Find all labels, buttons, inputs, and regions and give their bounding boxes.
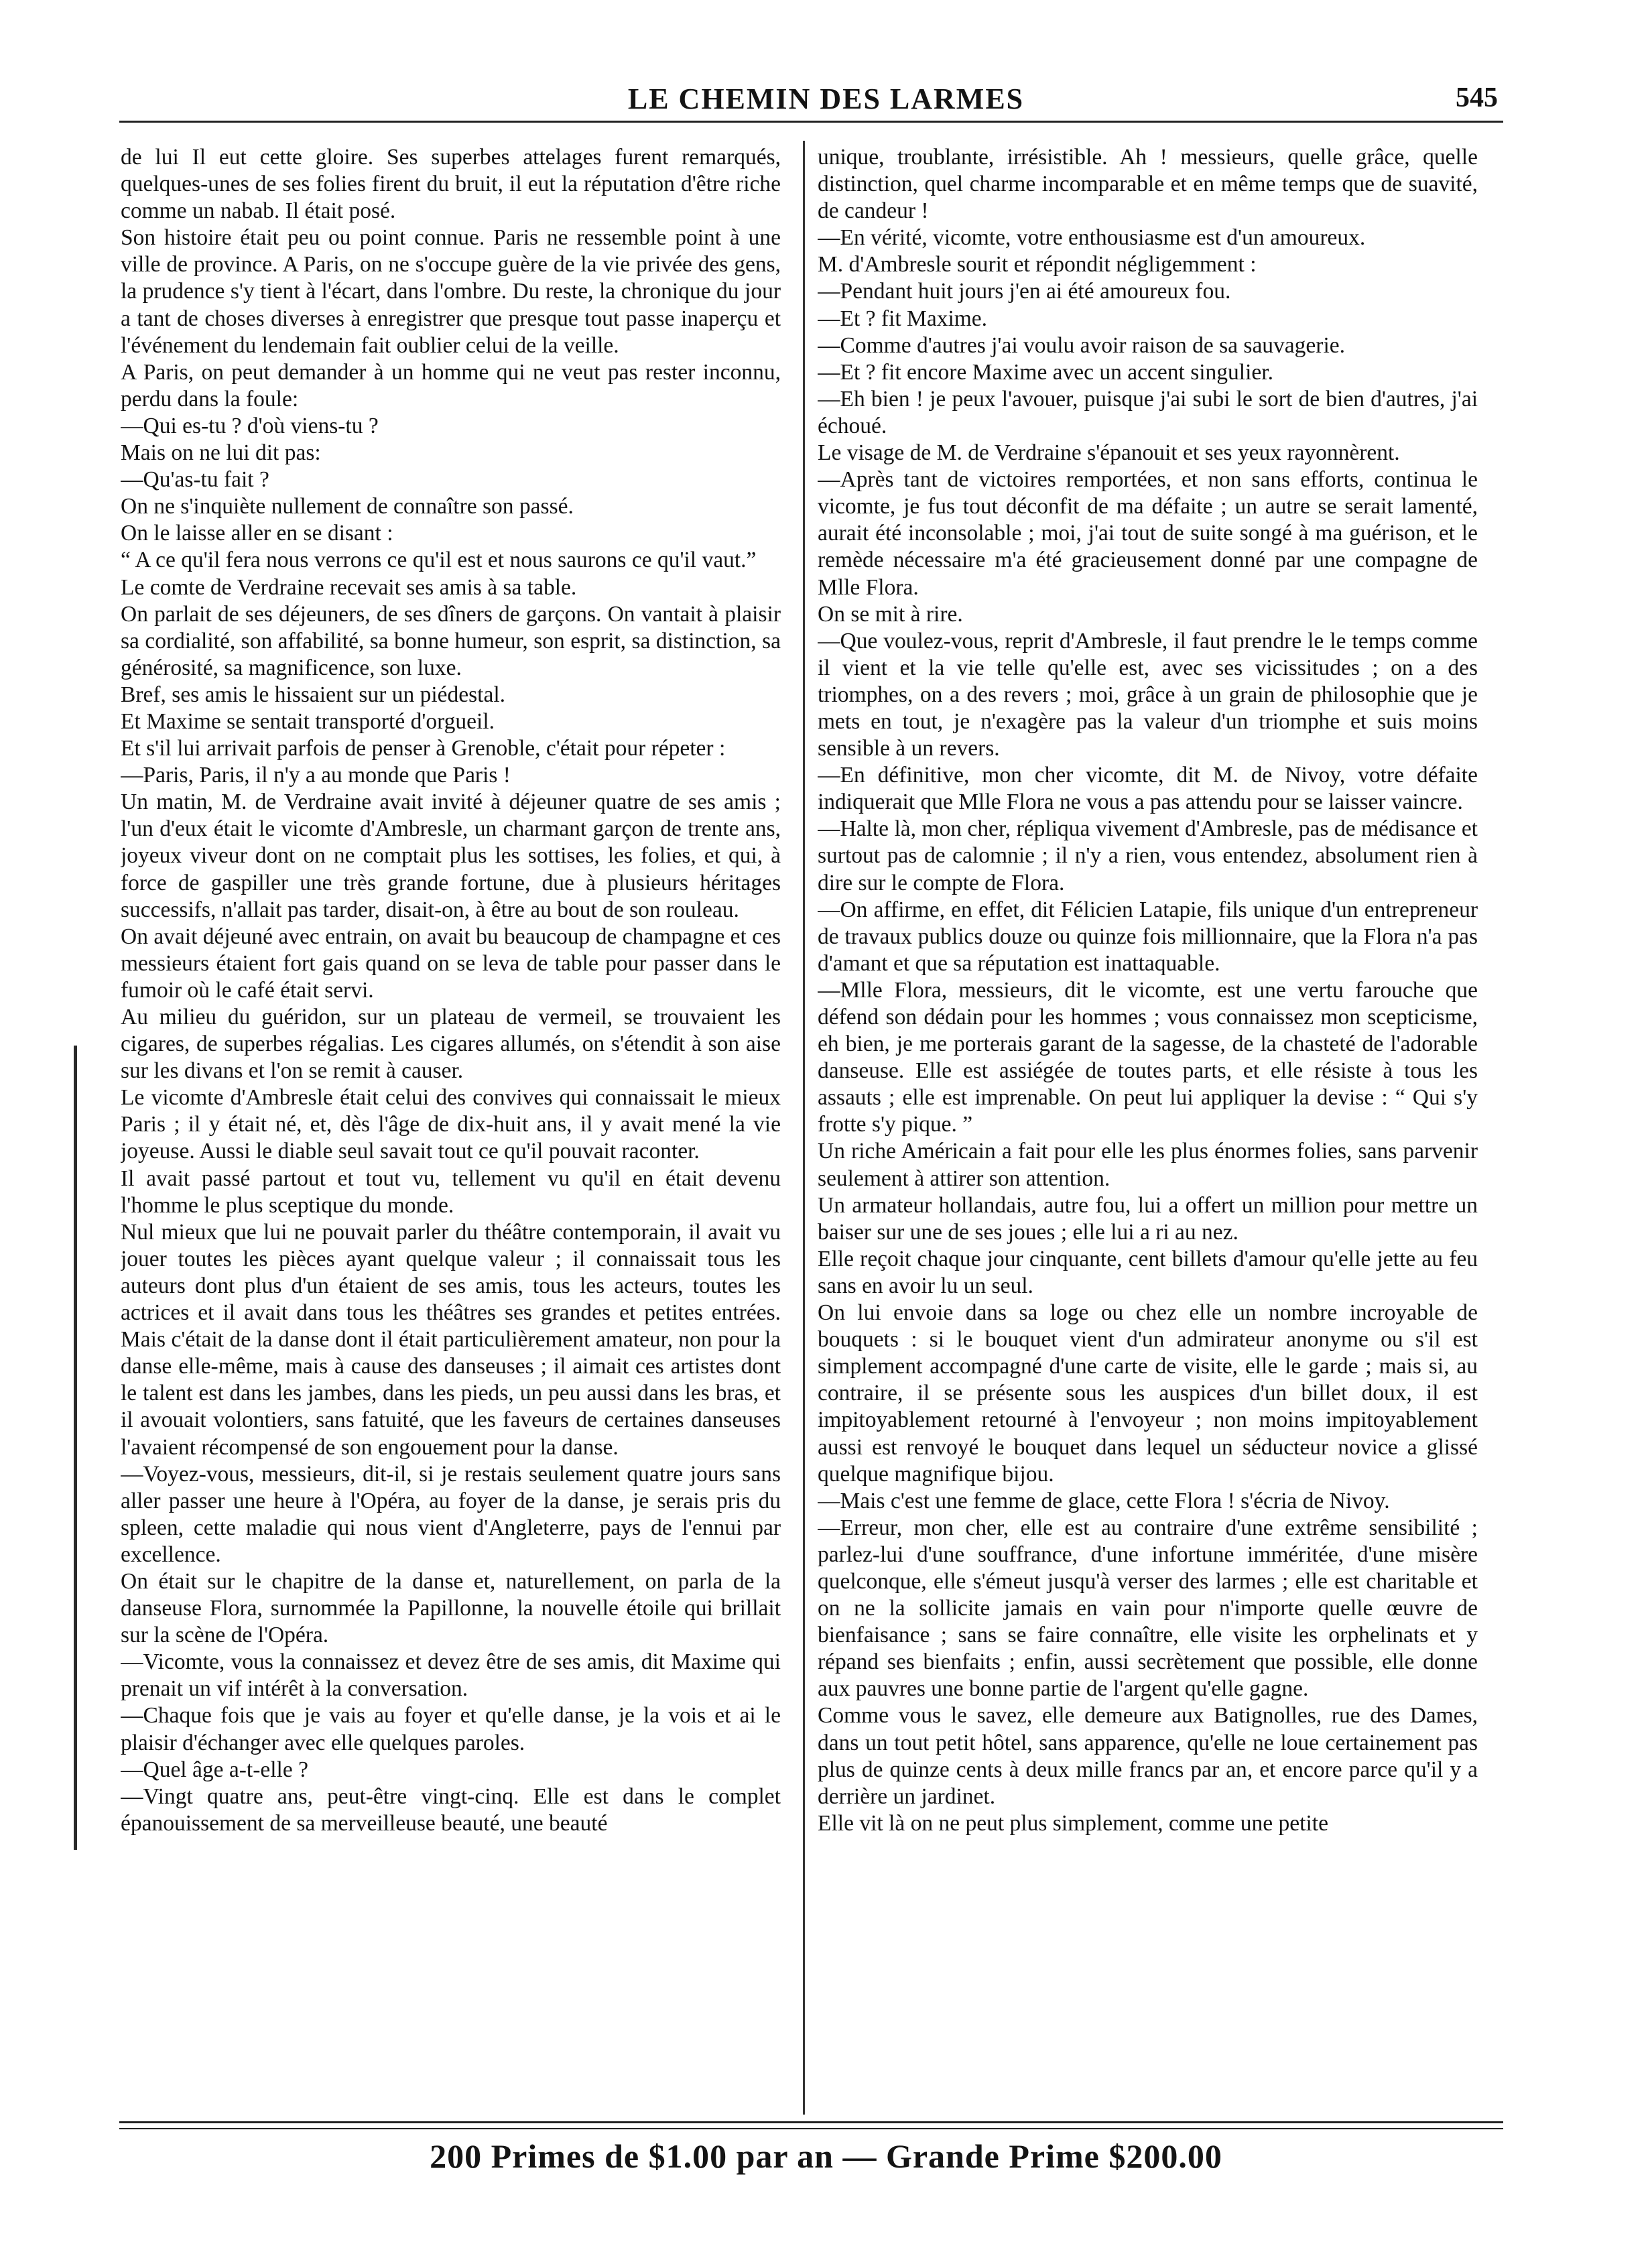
paragraph: Un riche Américain a fait pour elle les plus énormes folies, sans parvenir seulement à attirer son attention. xyxy=(818,1139,1478,1191)
paragraph: On parlait de ses déjeuners, de ses dîners de garçons. On vantait à plaisir sa cordialité, son affabilité, sa bonne humeur, son esprit, sa distinction, sa générosité, sa magnificence, son luxe. xyxy=(121,601,781,680)
paragraph: —Pendant huit jours j'en ai été amoureux fou. xyxy=(818,279,1231,304)
paragraph: —Erreur, mon cher, elle est au contraire d'une extrême sensibilité ; parlez-lui d'une souffrance, d'une infortune imméritée, d'une misère quelconque, elle s'émeut jusqu'à verser des larmes ; elle est charitable et on ne la sollicite jamais en vain pour n'importe quelle œuvre de bienfaisance ; sans se faire connaître, elle visite les orphelinats et y répand ses bienfaits ; enfin, aussi secrètement que possible, elle donne aux pauvres une bonne partie de l'argent qu'elle gagne. xyxy=(818,1515,1478,1702)
paragraph: de lui Il eut cette gloire. Ses superbes attelages furent remarqués, quelques-unes de ses folies firent du bruit, il eut la réputation d'être riche comme un nabab. Il était posé. xyxy=(121,145,781,224)
paragraph: —Quel âge a-t-elle ? xyxy=(121,1757,308,1782)
paragraph: Le comte de Verdraine recevait ses amis à sa table. xyxy=(121,574,577,600)
paragraph: —Qu'as-tu fait ? xyxy=(121,467,269,493)
paragraph: Un armateur hollandais, autre fou, lui a offert un million pour mettre un baiser sur une de ses joues ; elle lui a ri au nez. xyxy=(818,1192,1478,1245)
paragraph: Nul mieux que lui ne pouvait parler du théâtre contemporain, il avait vu jouer toutes les pièces ayant quelque valeur ; il connaissait tous les auteurs dont plus d'un étaient de ses amis, tous les acteurs, toutes les actrices et il avait dans tous les théâtres ses grandes et petites entrées. Mais c'était de la danse dont il était particulièrement amateur, non pour la danse elle-même, mais à cause des danseuses ; il aimait ces artistes dont le talent est dans les jambes, dans les pieds, un peu aussi dans les bras, et il avouait volontiers, sans fatuité, que les faveurs de certaines danseuses l'avaient récompensé de son engouement pour la danse. xyxy=(121,1219,781,1460)
paragraph: Et s'il lui arrivait parfois de penser à Grenoble, c'était pour répeter : xyxy=(121,736,726,761)
footer-rule xyxy=(119,2121,1503,2123)
paragraph: On le laisse aller en se disant : xyxy=(121,521,393,546)
paragraph: —Paris, Paris, il n'y a au monde que Paris ! xyxy=(121,763,511,788)
paragraph: —Et ? fit Maxime. xyxy=(818,306,988,331)
paragraph: Et Maxime se sentait transporté d'orgueil. xyxy=(121,708,495,734)
paragraph: —Vicomte, vous la connaissez et devez être de ses amis, dit Maxime qui prenait un vif intérêt à la conversation. xyxy=(121,1649,781,1702)
column-divider xyxy=(803,141,805,2115)
paragraph: —Halte là, mon cher, répliqua vivement d'Ambresle, pas de médisance et surtout pas de calomnie ; il n'y a rien, vous entendez, absolument rien à dire sur le compte de Flora. xyxy=(818,816,1478,895)
header-rule xyxy=(119,121,1503,123)
paragraph: Le visage de M. de Verdraine s'épanouit et ses yeux rayonnèrent. xyxy=(818,440,1400,466)
paragraph: Il avait passé partout et tout vu, tellement vu qu'il en était devenu l'homme le plus sceptique du monde. xyxy=(121,1166,781,1218)
paragraph: M. d'Ambresle sourit et répondit négligemment : xyxy=(818,252,1257,277)
paragraph: —En définitive, mon cher vicomte, dit M. de Nivoy, votre défaite indiquerait que Mlle Flora ne vous a pas attendu pour se laisser vaincre. xyxy=(818,763,1478,815)
running-title: LE CHEMIN DES LARMES xyxy=(627,82,1025,115)
paragraph: —Qui es-tu ? d'où viens-tu ? xyxy=(121,413,379,438)
paragraph: —On affirme, en effet, dit Félicien Latapie, fils unique d'un entrepreneur de travaux publics douze ou quinze fois millionnaire, que la Flora n'a pas d'amant et que sa réputation est inattaquable. xyxy=(818,897,1478,976)
paragraph: Son histoire était peu ou point connue. Paris ne ressemble point à une ville de province. A Paris, on ne s'occupe guère de la vie privée des gens, la prudence s'y tient à l'écart, dans l'ombre. Du reste, la chronique du jour a tant de choses diverses à enregistrer que presque tout passe inaperçu et l'événement du lendemain fait oublier celui de la veille. xyxy=(121,225,781,358)
paragraph: —Comme d'autres j'ai voulu avoir raison de sa sauvagerie. xyxy=(818,332,1346,358)
paragraph: “ A ce qu'il fera nous verrons ce qu'il est et nous saurons ce qu'il vaut.” xyxy=(121,548,757,573)
paragraph: Un matin, M. de Verdraine avait invité à déjeuner quatre de ses amis ; l'un d'eux était le vicomte d'Ambresle, un charmant garçon de trente ans, joyeux viveur dont on ne comptait plus les sottises, les folies, et qui, à force de gaspiller une très grande fortune, due à plusieurs héritages successifs, n'allait pas tarder, disait-on, à être au bout de son rouleau. xyxy=(121,790,781,922)
footer-rule xyxy=(119,2128,1503,2129)
paragraph: On se mit à rire. xyxy=(818,601,963,627)
paragraph: Mais on ne lui dit pas: xyxy=(121,440,321,466)
paragraph: Comme vous le savez, elle demeure aux Batignolles, rue des Dames, dans un tout petit hôtel, sans apparence, qu'elle ne loue certainement pas plus de quinze cents à deux mille francs par an, et encore parce qu'il y a derrière un jardinet. xyxy=(818,1703,1478,1809)
paragraph: unique, troublante, irrésistible. Ah ! messieurs, quelle grâce, quelle distinction, quel charme incomparable et en même temps que de suavité, de candeur ! xyxy=(818,145,1478,224)
paragraph: Le vicomte d'Ambresle était celui des convives qui connaissait le mieux Paris ; il y était né, et, dès l'âge de dix-huit ans, il y avait mené la vie joyeuse. Aussi le diable seul savait tout ce qu'il pouvait raconter. xyxy=(121,1085,781,1164)
paragraph: Elle reçoit chaque jour cinquante, cent billets d'amour qu'elle jette au feu sans en avoir lu un seul. xyxy=(818,1246,1478,1298)
paragraph: —Après tant de victoires remportées, et non sans efforts, continua le vicomte, je fus tout déconfit de ma défaite ; un autre se serait lamenté, aurait été inconsolable ; moi, j'ai tout de suite songé à ma guérison, et le remède nécessaire m'a été gracieusement donné par une compagne de Mlle Flora. xyxy=(818,467,1478,600)
paragraph: —Eh bien ! je peux l'avouer, puisque j'ai subi le sort de bien d'autres, j'ai échoué. xyxy=(818,386,1478,438)
paragraph: On lui envoie dans sa loge ou chez elle un nombre incroyable de bouquets : si le bouquet vient d'un admirateur anonyme ou s'il est simplement accompagné d'une carte de visite, elle le garde ; mais si, au contraire, il se présente sous les auspices d'un billet doux, il est impitoyablement retourné à l'envoyeur ; non moins impitoyablement aussi est renvoyé le bouquet dans lequel un séducteur novice a glissé quelque magnifique bijou. xyxy=(818,1300,1478,1487)
paragraph: Bref, ses amis le hissaient sur un piédestal. xyxy=(121,682,506,707)
paragraph: —Que voulez-vous, reprit d'Ambresle, il faut prendre le le temps comme il vient et la vie telle qu'elle est, avec ses vicissitudes ; on a des triomphes, on a des revers ; moi, grâce à un grain de philosophie que je mets en tout, je n'exagère pas la valeur d'un triomphe et suis moins sensible à un revers. xyxy=(818,628,1478,761)
paragraph: —Mlle Flora, messieurs, dit le vicomte, est une vertu farouche que défend son dédain pour les hommes ; vous connaissez mon scepticisme, eh bien, je me porterais garant de la sagesse, de la chasteté de l'adorable danseuse. Elle est assiégée de toutes parts, et elle résiste à tous les assauts ; elle est imprenable. On peut lui appliquer la devise : “ Qui s'y frotte s'y pique. ” xyxy=(818,977,1478,1137)
paragraph: —Et ? fit encore Maxime avec un accent singulier. xyxy=(818,359,1273,385)
paragraph: On avait déjeuné avec entrain, on avait bu beaucoup de champagne et ces messieurs étaient fort gais quand on se leva de table pour passer dans le fumoir où le café était servi. xyxy=(121,924,781,1003)
paragraph: —En vérité, vicomte, votre enthousiasme est d'un amoureux. xyxy=(818,225,1366,251)
paragraph: —Vingt quatre ans, peut-être vingt-cinq. Elle est dans le complet épanouissement de sa merveilleuse beauté, une beauté xyxy=(121,1783,781,1836)
paragraph: Au milieu du guéridon, sur un plateau de vermeil, se trouvaient les cigares, de superbes régalias. Les cigares allumés, on s'étendit à son aise sur les divans et l'on se remit à causer. xyxy=(121,1005,781,1084)
margin-mark xyxy=(74,1046,77,1850)
paragraph: —Chaque fois que je vais au foyer et qu'elle danse, je la vois et ai le plaisir d'échanger avec elle quelques paroles. xyxy=(121,1703,781,1755)
paragraph: —Voyez-vous, messieurs, dit-il, si je restais seulement quatre jours sans aller passer une heure à l'Opéra, au foyer de la danse, je serais pris du spleen, cette maladie qui nous vient d'Angleterre, pays de l'ennui par excellence. xyxy=(121,1461,781,1567)
right-column xyxy=(818,144,1478,2111)
paragraph: On était sur le chapitre de la danse et, naturellement, on parla de la danseuse Flora, surnommée la Papillonne, la nouvelle étoile qui brillait sur la scène de l'Opéra. xyxy=(121,1568,781,1648)
left-column xyxy=(121,144,781,2111)
footer-banner: 200 Primes de $1.00 par an — Grande Prime $200.00 xyxy=(430,2137,1222,2175)
page-number: 545 xyxy=(1456,82,1498,113)
paragraph: A Paris, on peut demander à un homme qui ne veut pas rester inconnu, perdu dans la foule: xyxy=(121,359,781,412)
paragraph: Elle vit là on ne peut plus simplement, comme une petite xyxy=(818,1810,1328,1836)
paragraph: —Mais c'est une femme de glace, cette Flora ! s'écria de Nivoy. xyxy=(818,1488,1390,1513)
paragraph: On ne s'inquiète nullement de connaître son passé. xyxy=(121,494,574,519)
